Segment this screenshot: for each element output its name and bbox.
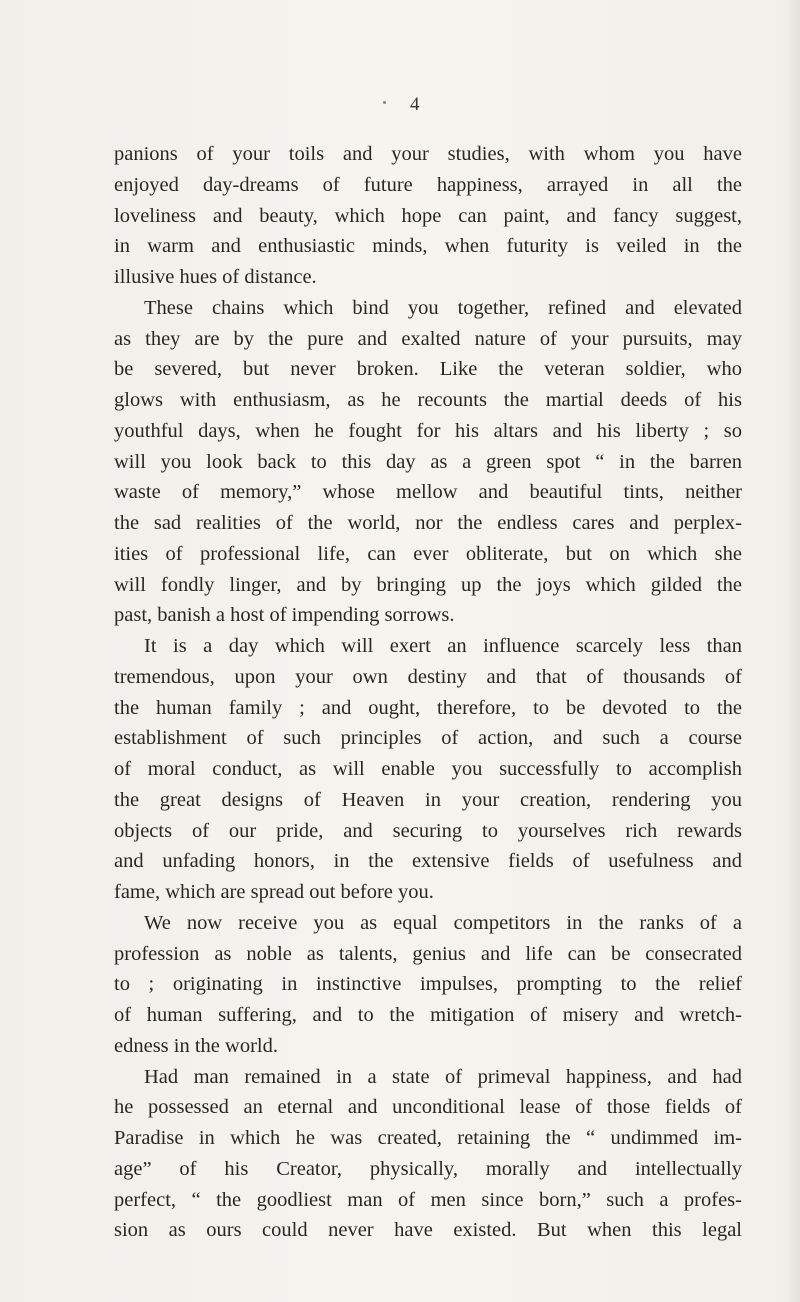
text-line: will fondly linger, and by bringing up the joys which gilded the	[114, 573, 742, 596]
text-line: the human family ; and ought, therefore, to be devoted to the	[114, 696, 742, 719]
text-line: age” of his Creator, physically, morally and intellectually	[114, 1157, 742, 1180]
text-line: to ; originating in instinctive impulses, prompting to the relief	[114, 973, 742, 996]
text-line: Paradise in which he was created, retaining the “ undimmed im-	[114, 1127, 742, 1149]
text-line: enjoyed day-dreams of future happiness, arrayed in all the	[114, 173, 742, 196]
text-line: sion as ours could never have existed. But when this legal	[114, 1219, 742, 1242]
text-line: edness in the world.	[114, 1034, 278, 1057]
text-line: in warm and enthusiastic minds, when futurity is veiled in the	[114, 235, 742, 258]
text-line: he possessed an eternal and unconditional lease of those fields of	[114, 1096, 742, 1119]
paragraph-start-line: Had man remained in a state of primeval happiness, and had	[144, 1065, 742, 1088]
text-line: the great designs of Heaven in your creation, rendering you	[114, 788, 742, 811]
text-line: be severed, but never broken. Like the veteran soldier, who	[114, 358, 742, 381]
text-line: perfect, “ the goodliest man of men since born,” such a profes-	[114, 1188, 742, 1211]
stray-ink-mark	[383, 101, 386, 104]
text-line: will you look back to this day as a green spot “ in the barren	[114, 450, 742, 473]
text-line: waste of memory,” whose mellow and beautiful tints, neither	[114, 481, 742, 504]
text-line: objects of our pride, and securing to yourselves rich rewards	[114, 819, 742, 842]
text-line: fame, which are spread out before you.	[114, 881, 434, 903]
paragraph-start-line: It is a day which will exert an influence scarcely less than	[144, 635, 742, 657]
text-line: illusive hues of distance.	[114, 266, 317, 288]
text-line: youthful days, when he fought for his altars and his liberty ; so	[114, 419, 742, 442]
text-line: the sad realities of the world, nor the endless cares and perplex-	[114, 512, 742, 534]
text-line: panions of your toils and your studies, with whom you have	[114, 143, 742, 165]
page-number: 4	[410, 94, 420, 115]
text-line: past, banish a host of impending sorrows.	[114, 604, 455, 627]
paragraph-start-line: We now receive you as equal competitors in the ranks of a	[144, 911, 742, 934]
text-line: establishment of such principles of action, and such a course	[114, 727, 742, 750]
page-edge-shadow	[786, 0, 800, 1302]
text-line: of moral conduct, as will enable you successfully to accomplish	[114, 758, 742, 780]
paragraph-start-line: These chains which bind you together, refined and elevated	[144, 296, 742, 319]
text-line: profession as noble as talents, genius and life can be consecrated	[114, 942, 742, 965]
text-line: glows with enthusiasm, as he recounts the martial deeds of his	[114, 389, 742, 411]
text-line: loveliness and beauty, which hope can paint, and fancy suggest,	[114, 204, 742, 227]
text-line: of human suffering, and to the mitigation of misery and wretch-	[114, 1004, 742, 1026]
body-text	[114, 139, 742, 1246]
text-line: tremendous, upon your own destiny and that of thousands of	[114, 665, 742, 688]
text-line: ities of professional life, can ever obliterate, but on which she	[114, 542, 742, 565]
text-line: and unfading honors, in the extensive fields of usefulness and	[114, 850, 742, 873]
text-line: as they are by the pure and exalted nature of your pursuits, may	[114, 327, 742, 350]
